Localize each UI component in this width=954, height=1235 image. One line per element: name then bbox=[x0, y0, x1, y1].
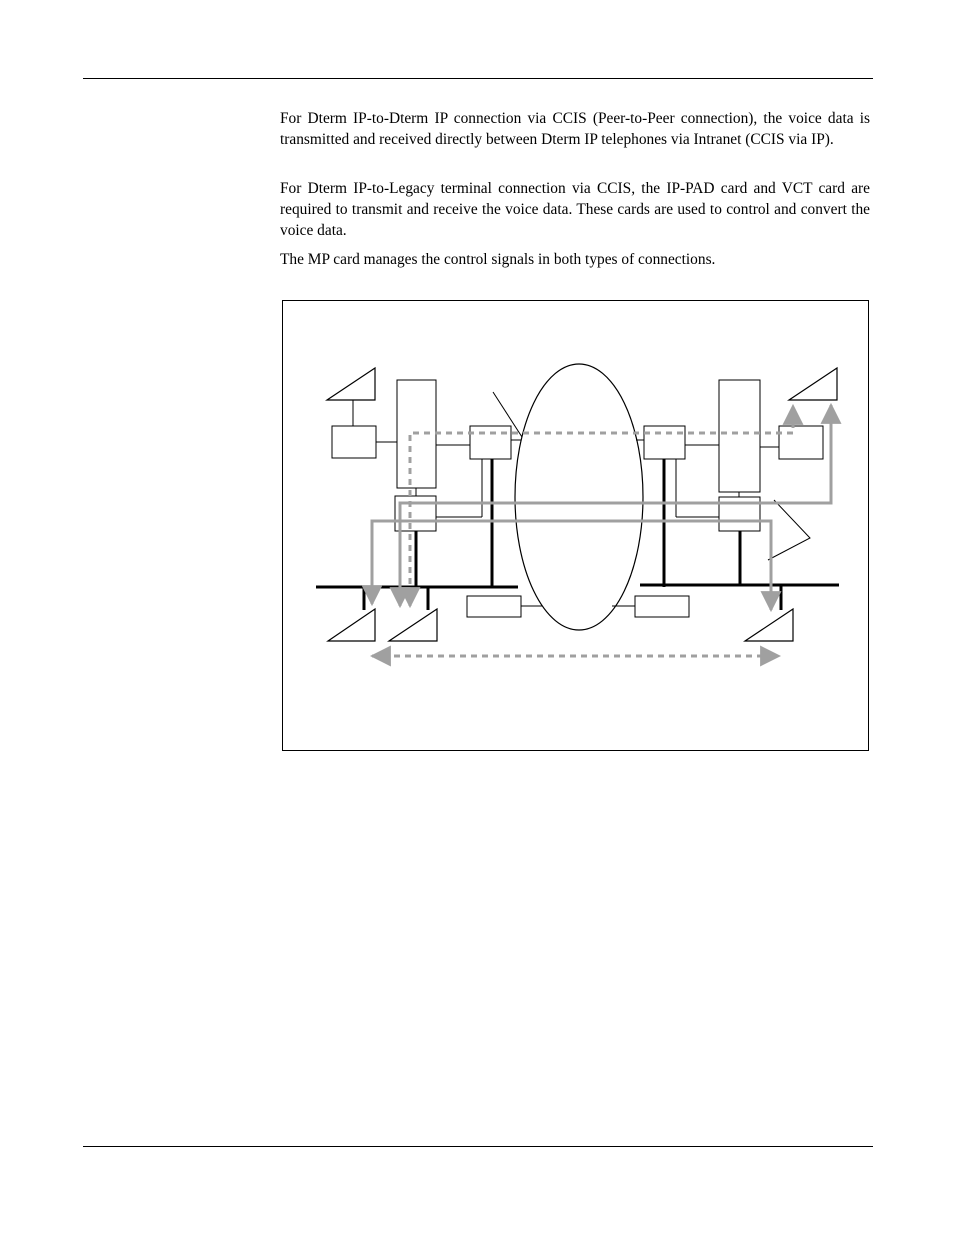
dterm-ip-telephone-right bbox=[789, 368, 837, 400]
paragraph-peer-to-peer: For Dterm IP-to-Dterm IP connection via CCIS (Peer-to-Peer connection), the voice data is transmitted and received directly between Dterm IP telephones via Intranet (CCIS via IP). bbox=[280, 110, 870, 148]
paragraph-mp-card: The MP card manages the control signals in both types of connections. bbox=[280, 251, 716, 268]
callout-bracket bbox=[768, 500, 810, 560]
footer-rule bbox=[83, 1146, 873, 1147]
server-right bbox=[635, 596, 689, 617]
header-rule bbox=[83, 78, 873, 79]
dterm-ip-telephone-left bbox=[327, 368, 375, 400]
legacy-terminal-left-2 bbox=[389, 609, 437, 641]
legacy-terminal-left-1 bbox=[328, 609, 375, 641]
connection-diagram bbox=[282, 300, 869, 751]
legacy-terminal-right bbox=[745, 609, 793, 641]
terminal-adapter-right bbox=[779, 426, 823, 459]
terminal-adapter-left bbox=[332, 426, 376, 458]
mp-card-right bbox=[719, 380, 760, 492]
server-left bbox=[467, 596, 521, 617]
diagram-canvas bbox=[282, 300, 869, 751]
paragraph-legacy-terminal: For Dterm IP-to-Legacy terminal connection via CCIS, the IP-PAD card and VCT card are required to transmit and receive the voice data. These cards are used to control and convert the voice data. bbox=[280, 180, 870, 239]
router-right bbox=[644, 426, 685, 459]
intranet-ellipse bbox=[515, 364, 643, 630]
router-left bbox=[470, 426, 511, 459]
